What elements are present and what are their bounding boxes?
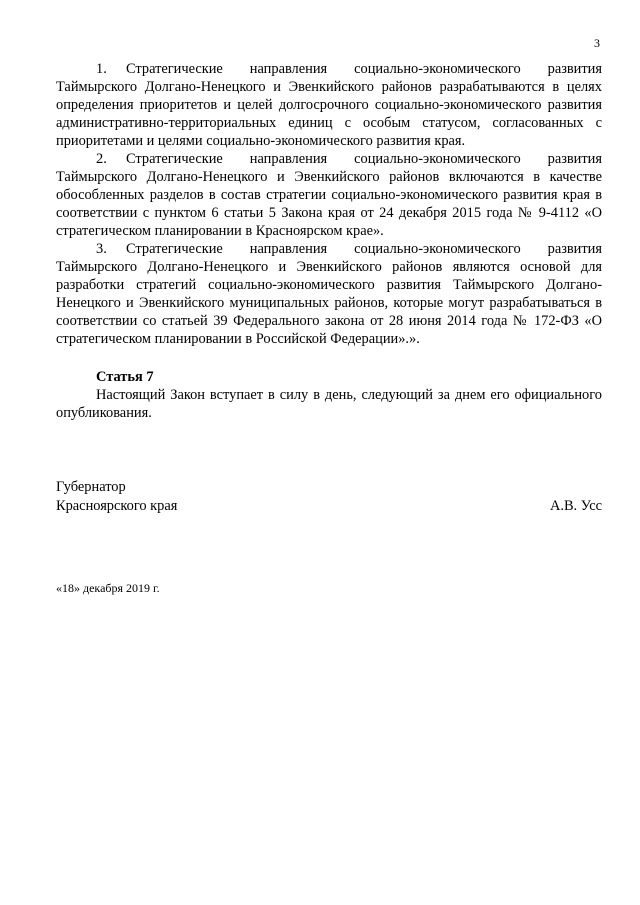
- paragraph-2-number: 2.: [96, 151, 107, 167]
- paragraph-2: [56, 150, 602, 240]
- signatory-position-line-2: Красноярского края: [56, 498, 178, 514]
- signatory-name: А.В. Усс: [549, 498, 602, 514]
- paragraph-1-text: Стратегические направления социально-экономического развития Таймырского Долгано-Ненецкого и Эвенкийского районов разрабатываются в целях определения приоритетов и целей долгосрочного социально-экономического развития административно-территориальных единиц с особым статусом, согласованных с приоритетами и целями социально-экономического развития края.: [56, 61, 602, 149]
- paragraph-1-number: 1.: [96, 61, 107, 77]
- signature-row: [56, 478, 602, 516]
- paragraph-3: [56, 240, 602, 348]
- paragraph-1: [56, 60, 602, 150]
- signatory-position: [56, 478, 177, 516]
- article-7-text: Настоящий Закон вступает в силу в день, следующий за днем его официального опубликования.: [56, 387, 602, 421]
- paragraph-2-text: Стратегические направления социально-экономического развития Таймырского Долгано-Ненецкого и Эвенкийского районов включаются в качестве обособленных разделов в состав стратегии социально-экономического развития края в соответствии с пунктом 6 статьи 5 Закона края от 24 декабря 2015 года № 9-4112 «О стратегическом планировании в Красноярском крае».: [56, 151, 602, 239]
- signature-block: [56, 478, 602, 516]
- document-body: [56, 60, 602, 422]
- page-number: 3: [594, 36, 600, 50]
- paragraph-3-number: 3.: [96, 241, 107, 257]
- signing-date: «18» декабря 2019 г.: [56, 581, 160, 595]
- article-7: [56, 368, 602, 422]
- paragraph-3-text: Стратегические направления социально-экономического развития Таймырского Долгано-Ненецкого и Эвенкийского районов являются основой для разработки стратегий социально-экономического развития Таймырского Долгано-Ненецкого и Эвенкийского муниципальных районов, которые могут разрабатываться в соответствии со статьей 39 Федерального закона от 28 июня 2014 года № 172-ФЗ «О стратегическом планировании в Российской Федерации».».: [56, 241, 602, 347]
- signatory-position-line-1: Губернатор: [56, 479, 126, 495]
- article-7-title: Статья 7: [96, 369, 154, 385]
